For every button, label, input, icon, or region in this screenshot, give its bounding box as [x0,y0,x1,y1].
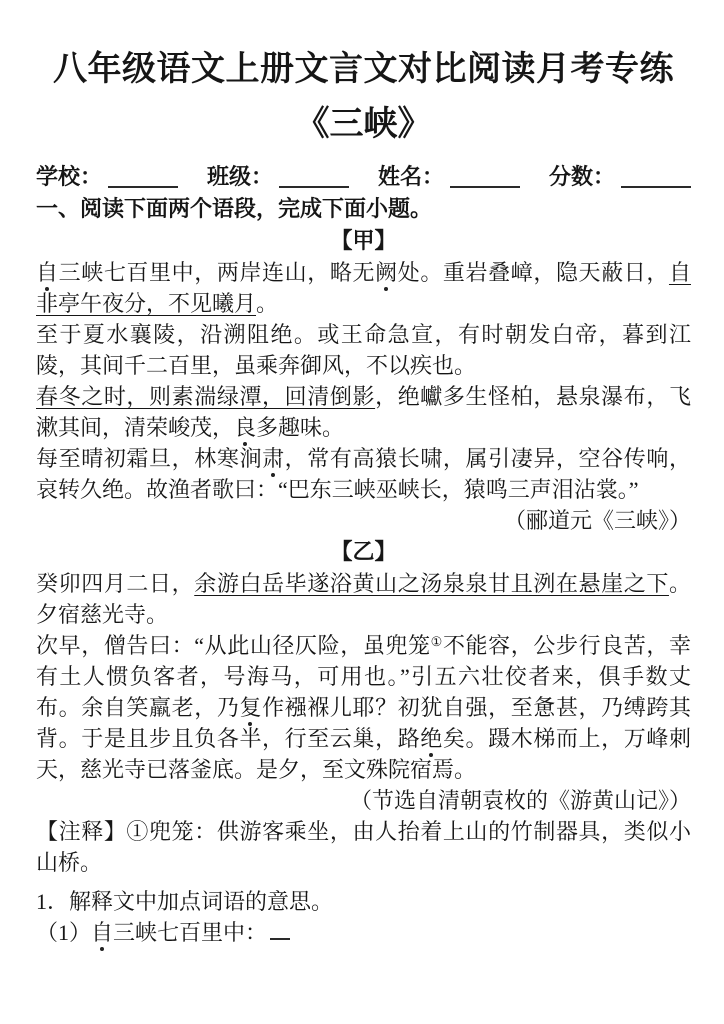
field-school [36,160,178,193]
answer-blank [270,918,290,940]
text-run: （1） [36,920,92,945]
field-school-blank [108,164,178,188]
field-score-blank [621,164,691,188]
passage-jia-label: 【甲】 [330,228,397,253]
yi-paragraph-2 [36,630,691,785]
footnote: 【注释】①兜笼：供游客乘坐，由人抬着上山的竹制器具，类似小山桥。 [36,819,691,875]
text-run: 三峡七百里中： [113,920,268,945]
text-run: 多趣味。 [256,415,345,440]
field-name-label: 姓名： [377,164,444,189]
emphasized-char: 肃 [262,443,284,474]
jia-attribution: （郦道元《三峡》） [503,508,691,533]
field-class-label: 班级： [206,164,273,189]
emphasized-char: 绝 [420,723,442,754]
question-1: 1．解释文中加点词语的意思。 [36,889,334,914]
text-run: ，常有高猿长啸，属引凄异，空谷传响，哀转久绝。故渔者歌曰：“巴东三峡巫峡长，猿鸣三声泪沾裳。” [36,446,691,502]
text-run: 矣。蹑木梯而上，万峰刺天，慈光寺已落釜底。是夕，至文殊院宿焉。 [36,726,691,782]
footnote-ref: ① [430,634,443,649]
underlined-run: 春冬之时，则素湍绿潭，回清倒影 [36,384,376,409]
underlined-run: 余游白岳毕遂浴黄山之汤泉泉甘且洌在悬崖之下 [194,571,669,596]
field-name [378,160,520,193]
passage-yi-label: 【乙】 [330,539,397,564]
text-run: 每至晴初霜旦，林寒涧 [36,446,263,471]
doc-title: 八年级语文上册文言文对比阅读月考专练 [53,51,674,88]
section-heading: 一、阅读下面两个语段，完成下面小题。 [36,196,433,221]
emphasized-char: 良 [234,412,256,443]
field-school-label: 学校： [36,164,103,189]
text-run: 不能容，公步行良苦，幸有土人惯负客者，号海马，可用也。”引五六壮佼者来，俱手数丈布。余自笑羸老，乃 [36,633,691,720]
emphasized-char: 阙 [375,257,397,288]
text-run: 处。重岩叠嶂，隐天蔽日， [397,260,669,285]
text-run: 作襁褓儿耶？初犹自强，至惫甚，乃缚跨其背。于是且步且负各半，行至云巢，路 [36,695,691,751]
text-run: 。 [256,291,279,316]
field-score-label: 分数： [548,164,615,189]
emphasized-char: 自 [36,257,58,288]
text-run: 次早，僧告曰：“从此山径仄险，虽兜笼 [36,633,431,658]
jia-paragraph-4 [36,443,691,505]
text-run: 癸卯四月二日， [36,571,195,596]
text-run: 三峡七百里中，两岸连山，略无 [58,260,376,285]
yi-attribution: （节选自清朝袁枚的《游黄山记》） [349,788,691,813]
question-1-item-1 [36,917,691,948]
emphasized-char: 自 [91,917,113,948]
field-class-blank [279,164,349,188]
field-class [207,160,349,193]
field-name-blank [450,164,520,188]
jia-paragraph-3 [36,381,691,443]
jia-paragraph-2: 至于夏水襄陵，沿溯阻绝。或王命急宣，有时朝发白帝，暮到江陵，其间千二百里，虽乘奔御风，不以疾也。 [36,322,691,378]
header-fields-row [36,160,691,193]
jia-paragraph-1 [36,257,691,319]
text-run: ，绝巘多生怪柏，悬泉瀑布，飞漱其间，清荣峻茂， [36,384,691,440]
field-score [549,160,691,193]
doc-subtitle: 《三峡》 [295,106,432,143]
yi-paragraph-1 [36,568,691,630]
emphasized-char: 复 [239,692,261,723]
text-run: 。夕宿慈光寺。 [36,571,691,627]
underlined-run: 自非亭午夜分，不见曦月 [36,260,691,316]
